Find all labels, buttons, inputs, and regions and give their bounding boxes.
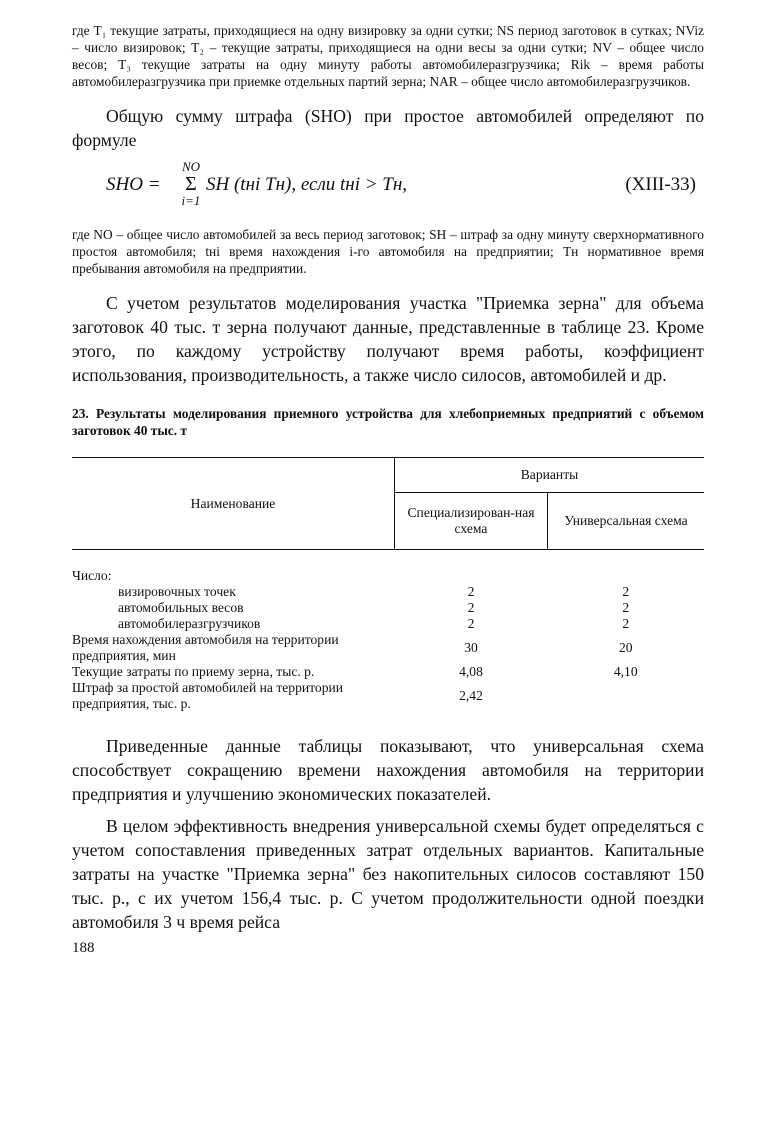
formula-rhs: SH (tнi Tн), если tнi > Tн, — [206, 174, 408, 195]
table-row — [72, 600, 704, 616]
value-universal: 4,10 — [613, 664, 638, 679]
value-special: 30 — [464, 640, 478, 655]
results-table — [72, 457, 704, 712]
header-name: Наименование — [72, 458, 395, 550]
table-row — [72, 568, 704, 584]
table-row — [72, 584, 704, 600]
row-label: Текущие затраты по приему зерна, тыс. р. — [72, 664, 315, 679]
table-row — [72, 664, 704, 680]
row-label: автомобилеразгрузчиков — [118, 616, 261, 631]
value-universal: 2 — [622, 600, 630, 615]
value-special: 2,42 — [459, 688, 483, 703]
sum-lower-limit: i=1 — [181, 193, 201, 208]
formula-definitions: где NO – общее число автомобилей за весь период заготовок; SH – штраф за одну минуту сверхнормативного простоя автомобиля; tнi время нахождения i-го автомобиля на предприятии; Tн нормативное время пребывания автомобиля на предприятии. — [72, 227, 704, 276]
paragraph-penalty-intro: Общую сумму штрафа (SHO) при простое автомобилей определяют по формуле — [72, 106, 704, 150]
paragraph-efficiency: В целом эффективность внедрения универсальной схемы будет определяться с учетом сопоставления приведенных затрат отдельных вариантов. Капитальные затраты на участке "Приемка зерна" без накопительных силосов составляют 150 тыс. р., с их учетом 156,4 тыс. р. С учетом продолжительности одной поездки автомобиля 3 ч время рейса — [72, 816, 704, 932]
variable-definitions: где T₁ текущие затраты, приходящиеся на одну визировку за одни сутки; NS период заготовок в сутках; NViz – число визировок; T₂ – текущие затраты, приходящиеся на одни весы за одни сутки; NV – общее число весов; T₃ текущие затраты на одну минуту работы автомобилеразгрузчика; Rik – время работы автомобилеразгрузчика при приемке отдельных партий зерна; NAR – общее число автомобилеразгрузчиков. — [72, 23, 704, 89]
page-number: 188 — [72, 940, 95, 956]
value-universal: 20 — [618, 640, 633, 655]
row-label: визировочных точек — [118, 584, 236, 599]
value-special: 2 — [467, 616, 475, 631]
table-caption: 23. Результаты моделирования приемного устройства для хлебоприемных предприятий с объемом заготовок 40 тыс. т — [72, 406, 704, 438]
row-label: Время нахождения автомобиля на территории предприятия, мин — [72, 632, 339, 663]
row-label: автомобильных весов — [118, 600, 244, 615]
value-special: 2 — [467, 584, 475, 599]
value-special: 2 — [467, 600, 475, 615]
table-row — [72, 616, 704, 632]
table-row — [72, 680, 704, 712]
paragraph-table-conclusion: Приведенные данные таблицы показывают, что универсальная схема способствует сокращению времени нахождения автомобиля на территории предприятия и улучшению экономических показателей. — [72, 736, 704, 804]
summation-sign — [176, 160, 206, 208]
header-special-scheme: Специализирован-ная схема — [395, 493, 548, 550]
value-special: 4,08 — [459, 664, 483, 679]
sigma-symbol: Σ — [185, 173, 197, 195]
row-label: Штраф за простой автомобилей на территории предприятия, тыс. р. — [72, 680, 344, 711]
sum-upper-limit: NO — [181, 159, 201, 174]
formula-xiii-33 — [72, 160, 704, 216]
document-page — [72, 22, 704, 957]
header-variants: Варианты — [395, 458, 705, 493]
value-universal: 2 — [622, 584, 630, 599]
formula-lhs: SHO = — [106, 174, 161, 195]
value-universal: 2 — [622, 616, 630, 631]
row-label: Число: — [72, 568, 112, 583]
paragraph-modeling-results: С учетом результатов моделирования участка "Приемка зерна" для объема заготовок 40 тыс. т зерна получают данные, представленные в таблице 23. Кроме этого, по каждому устройству получают время работы, коэффициент использования, производительность, а также число силосов, автомобилей и др. — [72, 293, 704, 385]
header-universal-scheme: Универсальная схема — [548, 493, 705, 550]
value-universal — [548, 568, 705, 584]
value-special — [395, 568, 548, 584]
table-body — [72, 550, 704, 713]
table-row — [72, 632, 704, 664]
value-universal — [548, 680, 705, 712]
formula-number: (XIII-33) — [625, 174, 696, 195]
